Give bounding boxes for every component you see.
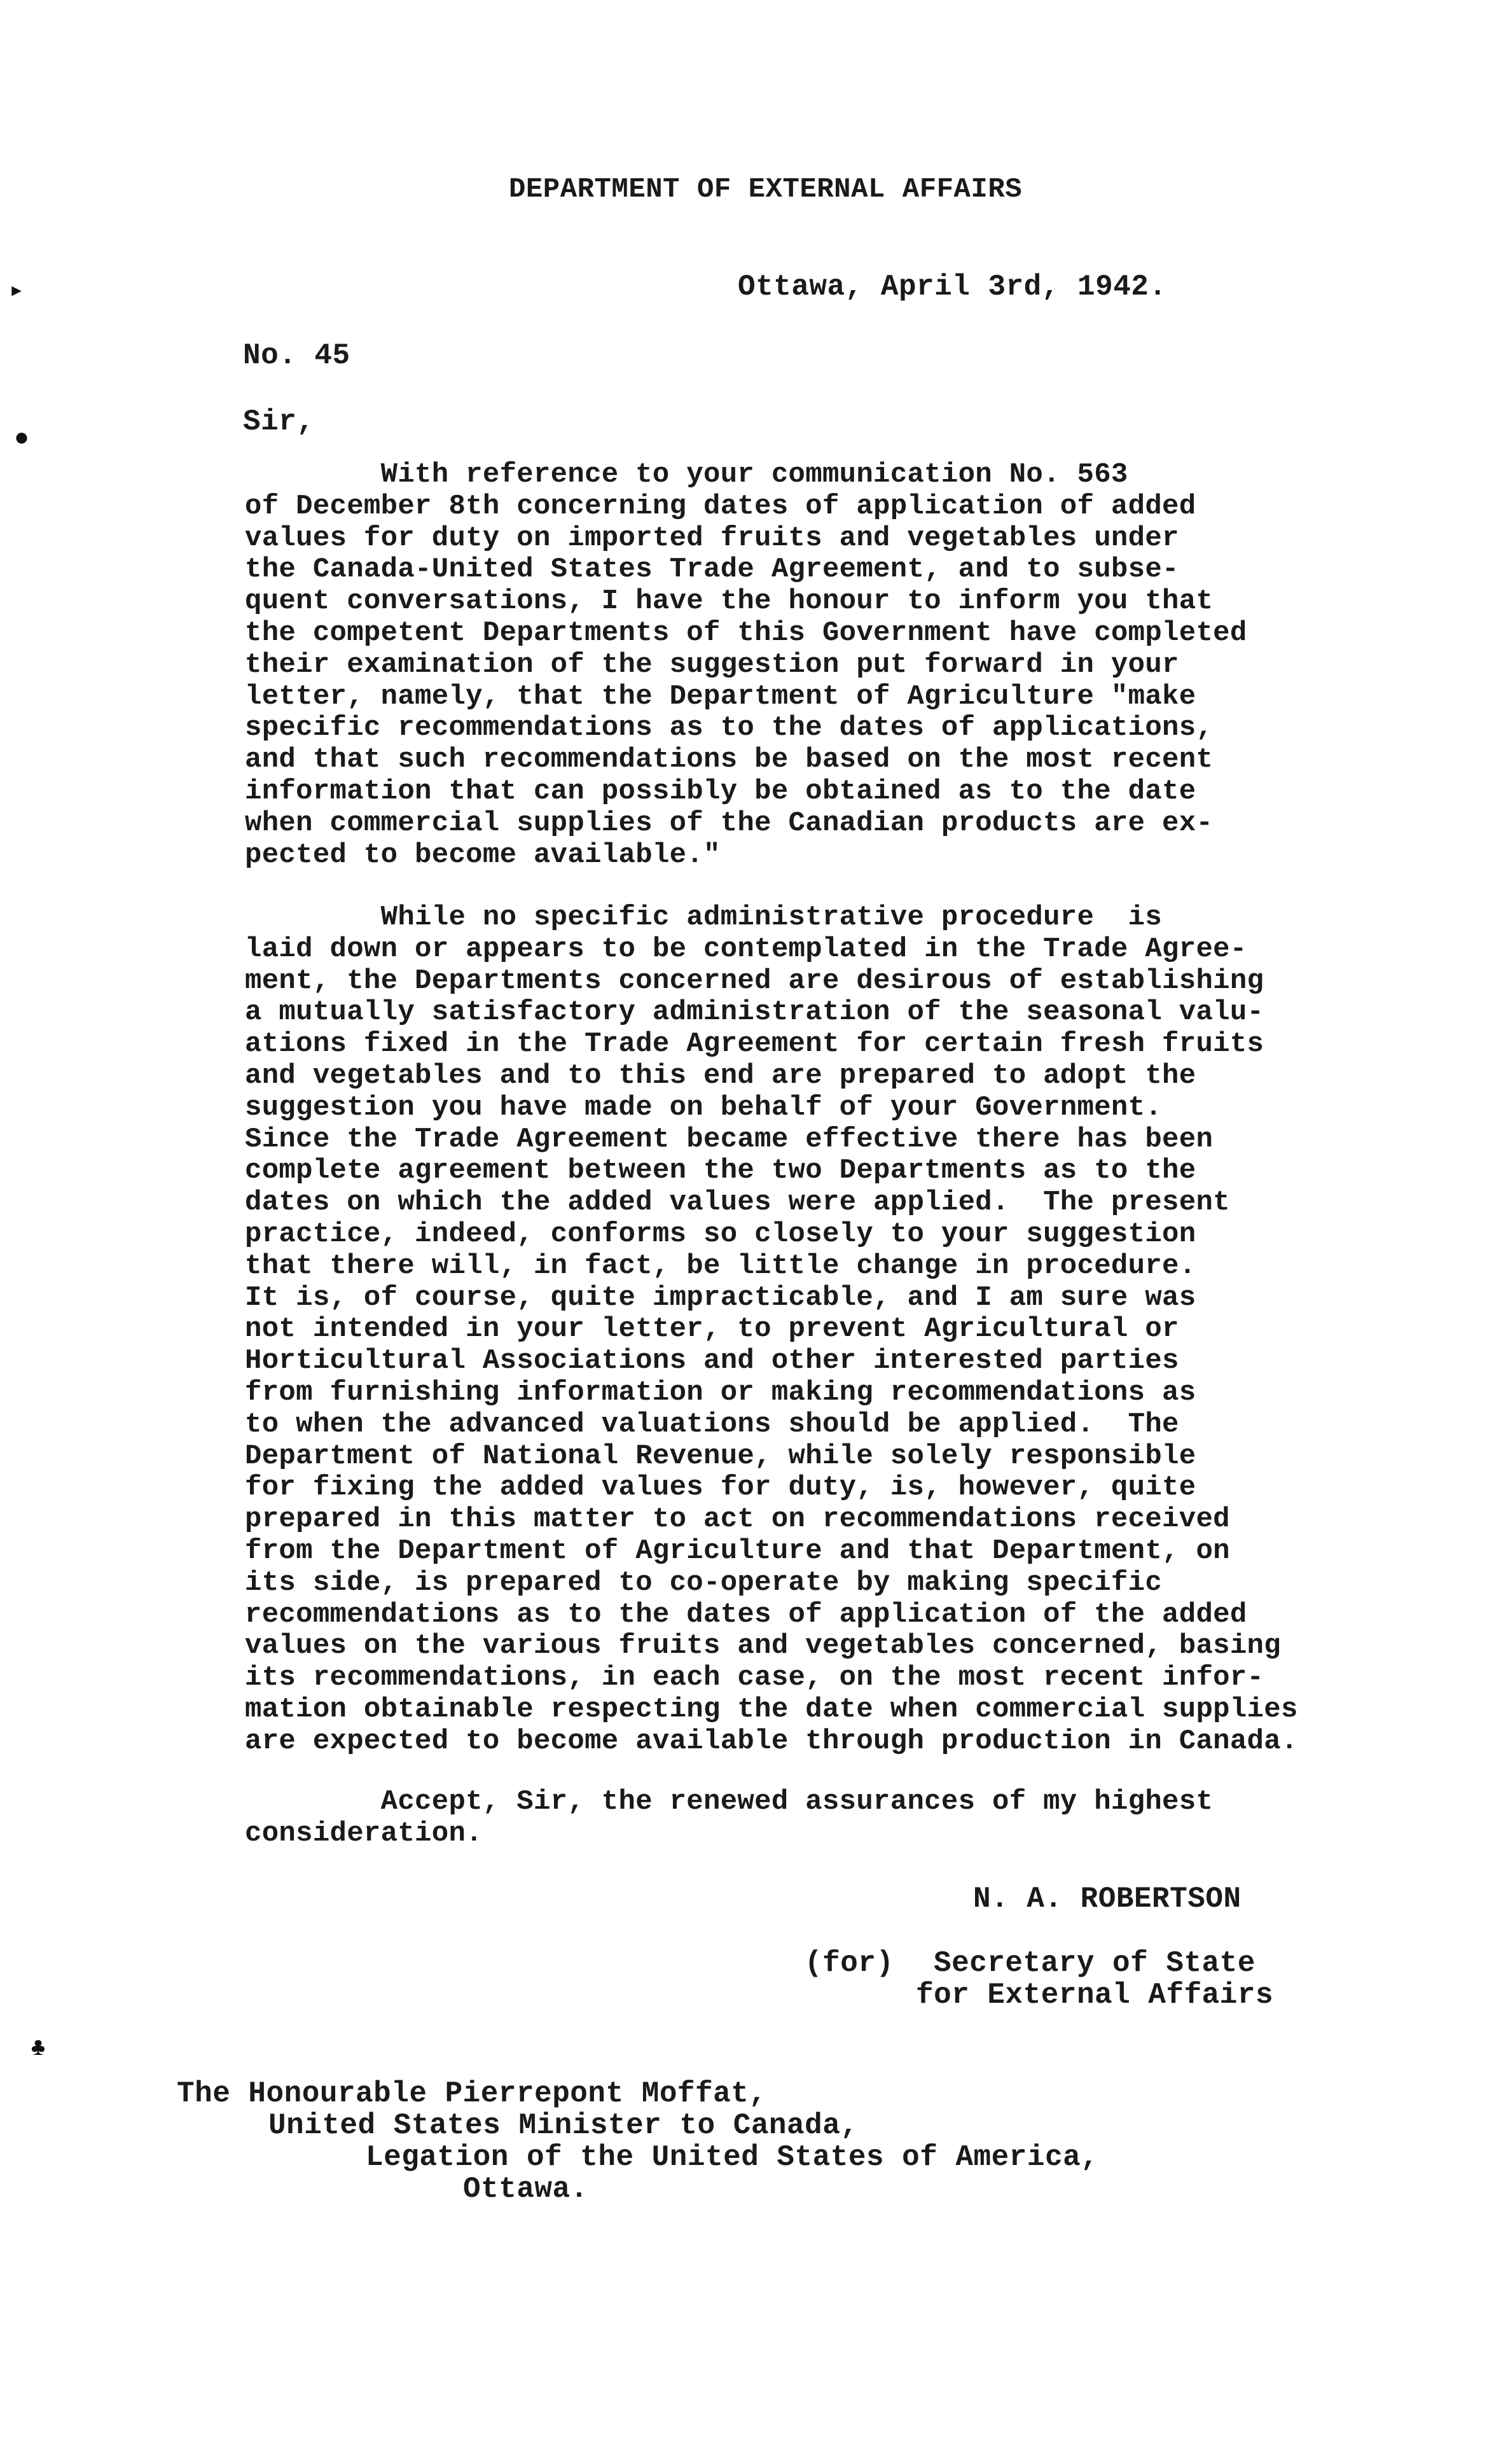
- paragraph-line: prepared in this matter to act on recommendations received: [245, 1504, 1230, 1536]
- paragraph-line: from furnishing information or making recommendations as: [245, 1377, 1196, 1409]
- addressee-line-1: The Honourable Pierrepont Moffat,: [177, 2077, 767, 2110]
- department-header: DEPARTMENT OF EXTERNAL AFFAIRS: [509, 174, 1023, 205]
- paragraph-line: a mutually satisfactory administration of the seasonal valu-: [245, 997, 1264, 1029]
- scan-mark-bottom: ♣: [31, 2035, 46, 2063]
- signatory-title-line-2: for External Affairs: [916, 1979, 1274, 2012]
- paragraph-line: Department of National Revenue, while solely responsible: [245, 1440, 1196, 1472]
- paragraph-line: ment, the Departments concerned are desirous of establishing: [245, 965, 1264, 997]
- dateline: Ottawa, April 3rd, 1942.: [738, 270, 1167, 303]
- signatory-name: N. A. ROBERTSON: [973, 1883, 1242, 1916]
- paragraph-line: Since the Trade Agreement became effective there has been: [245, 1124, 1214, 1155]
- paragraph-line: It is, of course, quite impracticable, and I am sure was: [245, 1282, 1196, 1314]
- body-paragraph-1: [245, 459, 1441, 871]
- scan-mark-top: ▸: [9, 277, 25, 306]
- reference-number: No. 45: [243, 339, 350, 372]
- paragraph-line: With reference to your communication No. 563: [245, 459, 1128, 491]
- paragraph-line: its recommendations, in each case, on the most recent infor-: [245, 1662, 1264, 1694]
- paragraph-line: ations fixed in the Trade Agreement for certain fresh fruits: [245, 1029, 1264, 1061]
- paragraph-line: that there will, in fact, be little change in procedure.: [245, 1250, 1196, 1282]
- paragraph-line: dates on which the added values were applied. The present: [245, 1187, 1230, 1219]
- paragraph-line: Horticultural Associations and other interested parties: [245, 1346, 1179, 1377]
- paragraph-line: are expected to become available through production in Canada.: [245, 1725, 1298, 1757]
- paragraph-line: not intended in your letter, to prevent Agricultural or: [245, 1314, 1179, 1346]
- paragraph-line: letter, namely, that the Department of Agriculture "make: [245, 681, 1196, 713]
- addressee-line-3: Legation of the United States of America,: [366, 2141, 1099, 2174]
- paragraph-line: their examination of the suggestion put forward in your: [245, 649, 1179, 681]
- paragraph-line: its side, is prepared to co-operate by making specific: [245, 1567, 1163, 1599]
- paragraph-line: suggestion you have made on behalf of your Government.: [245, 1092, 1163, 1124]
- addressee-line-4: Ottawa.: [463, 2173, 588, 2206]
- paragraph-line: specific recommendations as to the dates of applications,: [245, 713, 1214, 744]
- paragraph-line: to when the advanced valuations should be applied. The: [245, 1409, 1179, 1440]
- paragraph-line: and that such recommendations be based on the most recent: [245, 744, 1214, 776]
- paragraph-line: values on the various fruits and vegetables concerned, basing: [245, 1631, 1281, 1662]
- paragraph-line: and vegetables and to this end are prepared to adopt the: [245, 1060, 1196, 1092]
- scan-hole-top: ●: [14, 425, 30, 454]
- body-paragraph-2: [245, 902, 1441, 1758]
- salutation: Sir,: [243, 405, 315, 438]
- addressee-line-2: United States Minister to Canada,: [268, 2109, 859, 2142]
- signature-for: (for): [805, 1947, 894, 1980]
- paragraph-line: mation obtainable respecting the date when commercial supplies: [245, 1694, 1298, 1725]
- paragraph-line: recommendations as to the dates of application of the added: [245, 1599, 1247, 1631]
- paragraph-line: pected to become available.": [245, 839, 721, 871]
- paragraph-line: consideration.: [245, 1818, 483, 1849]
- paragraph-line: practice, indeed, conforms so closely to your suggestion: [245, 1218, 1196, 1250]
- paragraph-line: when commercial supplies of the Canadian products are ex-: [245, 807, 1214, 839]
- paragraph-line: quent conversations, I have the honour to inform you that: [245, 586, 1214, 618]
- paragraph-line: for fixing the added values for duty, is, however, quite: [245, 1472, 1196, 1504]
- paragraph-line: Accept, Sir, the renewed assurances of my highest: [245, 1786, 1214, 1818]
- paragraph-line: While no specific administrative procedure is: [245, 902, 1163, 933]
- paragraph-line: the Canada-United States Trade Agreement, and to subse-: [245, 554, 1179, 586]
- paragraph-line: complete agreement between the two Departments as to the: [245, 1155, 1196, 1187]
- paragraph-line: laid down or appears to be contemplated in the Trade Agree-: [245, 933, 1247, 965]
- paragraph-line: the competent Departments of this Government have completed: [245, 617, 1247, 649]
- paragraph-line: of December 8th concerning dates of application of added: [245, 491, 1196, 522]
- paragraph-line: information that can possibly be obtained as to the date: [245, 776, 1196, 807]
- closing-paragraph: [245, 1786, 1441, 1850]
- signatory-title-line-1: Secretary of State: [934, 1947, 1255, 1980]
- paragraph-line: from the Department of Agriculture and that Department, on: [245, 1535, 1230, 1567]
- paragraph-line: values for duty on imported fruits and vegetables under: [245, 522, 1179, 554]
